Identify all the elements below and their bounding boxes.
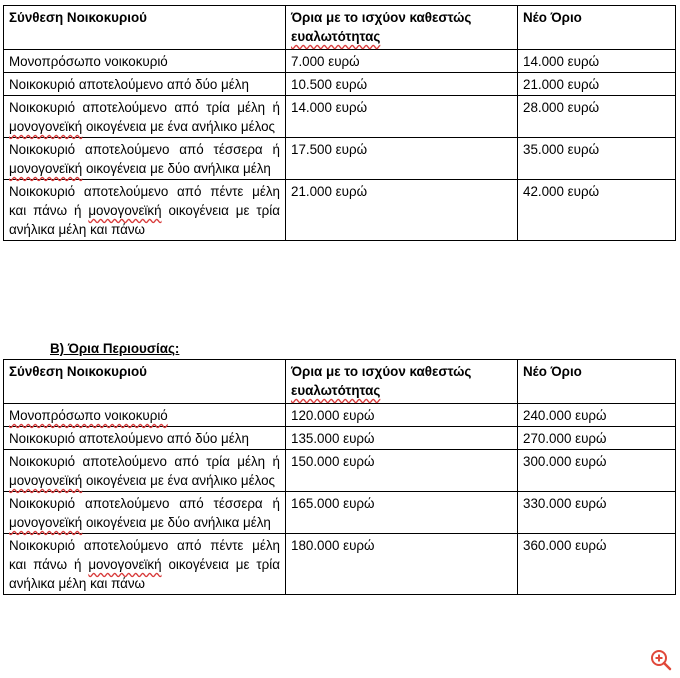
composition-text: Νοικοκυριό αποτελούμενο από πέντε μέλη και πάνω ή	[9, 538, 280, 572]
row-new-limit: 42.000 ευρώ	[518, 180, 676, 241]
composition-text: Νοικοκυριό αποτελούμενο από πέντε μέλη και πάνω ή	[9, 184, 280, 218]
row-new-limit: 240.000 ευρώ	[518, 404, 676, 427]
spellcheck-word: μονογονεϊκή	[9, 161, 83, 176]
table-row	[4, 450, 676, 492]
header-current-limits-underlined: ευαλωτότητας	[291, 29, 381, 44]
row-new-limit: 14.000 ευρώ	[518, 50, 676, 73]
row-new-limit: 300.000 ευρώ	[518, 450, 676, 492]
table-row	[4, 73, 676, 96]
composition-text: Νοικοκυριό αποτελούμενο από τρία μέλη ή	[9, 100, 280, 115]
income-limits-table	[3, 5, 676, 241]
property-limits-table	[3, 359, 676, 595]
row-current-limit: 14.000 ευρώ	[286, 96, 518, 138]
header-new-limit: Νέο Όριο	[518, 6, 676, 50]
composition-text: Νοικοκυριό αποτελούμενο από τέσσερα ή	[9, 496, 280, 511]
row-composition	[4, 138, 286, 180]
row-current-limit: 135.000 ευρώ	[286, 427, 518, 450]
table-row	[4, 96, 676, 138]
table-row	[4, 50, 676, 73]
header-current-limits	[286, 6, 518, 50]
row-composition: Νοικοκυριό αποτελούμενο από δύο μέλη	[4, 73, 286, 96]
row-composition	[4, 96, 286, 138]
section-b-title: Β) Όρια Περιουσίας:	[50, 341, 180, 356]
table-header-row	[4, 360, 676, 404]
composition-text: οικογένεια με δύο ανήλικα μέλη	[85, 161, 271, 176]
header-current-limits-underlined: ευαλωτότητας	[291, 383, 381, 398]
table-row	[4, 138, 676, 180]
composition-text: οικογένεια με ένα ανήλικο μέλος	[85, 119, 275, 134]
table-row	[4, 180, 676, 241]
composition-text: οικογένεια με ένα ανήλικο μέλος	[85, 473, 275, 488]
spellcheck-word: μονογονεϊκή	[88, 203, 162, 218]
spellcheck-word: μονογονεϊκή	[9, 515, 83, 530]
row-current-limit: 10.500 ευρώ	[286, 73, 518, 96]
row-composition	[4, 180, 286, 241]
row-composition	[4, 534, 286, 595]
row-composition	[4, 492, 286, 534]
row-current-limit: 120.000 ευρώ	[286, 404, 518, 427]
zoom-in-icon[interactable]	[650, 649, 672, 671]
header-new-limit: Νέο Όριο	[518, 360, 676, 404]
spellcheck-word: μονογονεϊκή	[9, 119, 83, 134]
row-new-limit: 21.000 ευρώ	[518, 73, 676, 96]
row-new-limit: 330.000 ευρώ	[518, 492, 676, 534]
header-current-limits-text: Όρια με το ισχύον καθεστώς	[291, 10, 472, 25]
composition-text: οικογένεια με τρία ανήλικα μέλη και πάνω	[9, 557, 280, 591]
spellcheck-word: μονογονεϊκή	[88, 557, 162, 572]
row-new-limit: 360.000 ευρώ	[518, 534, 676, 595]
row-current-limit: 150.000 ευρώ	[286, 450, 518, 492]
spellcheck-word: μονογονεϊκή	[9, 473, 83, 488]
composition-text: Νοικοκυριό αποτελούμενο από τέσσερα ή	[9, 142, 280, 157]
table-row	[4, 492, 676, 534]
row-new-limit: 28.000 ευρώ	[518, 96, 676, 138]
composition-text: οικογένεια με δύο ανήλικα μέλη	[85, 515, 271, 530]
table-row	[4, 427, 676, 450]
header-composition: Σύνθεση Νοικοκυριού	[4, 6, 286, 50]
row-composition	[4, 404, 286, 427]
row-composition: Νοικοκυριό αποτελούμενο από δύο μέλη	[4, 427, 286, 450]
header-current-limits	[286, 360, 518, 404]
spellcheck-word: Μονοπρόσωπο νοικοκυριό	[9, 408, 168, 423]
row-current-limit: 21.000 ευρώ	[286, 180, 518, 241]
row-current-limit: 165.000 ευρώ	[286, 492, 518, 534]
table-row	[4, 404, 676, 427]
composition-text: οικογένεια με τρία ανήλικα μέλη και πάνω	[9, 203, 280, 237]
header-composition: Σύνθεση Νοικοκυριού	[4, 360, 286, 404]
row-new-limit: 270.000 ευρώ	[518, 427, 676, 450]
row-current-limit: 180.000 ευρώ	[286, 534, 518, 595]
composition-text: Νοικοκυριό αποτελούμενο από τρία μέλη ή	[9, 454, 280, 469]
row-composition	[4, 450, 286, 492]
row-current-limit: 17.500 ευρώ	[286, 138, 518, 180]
header-current-limits-text: Όρια με το ισχύον καθεστώς	[291, 364, 472, 379]
row-current-limit: 7.000 ευρώ	[286, 50, 518, 73]
row-new-limit: 35.000 ευρώ	[518, 138, 676, 180]
table-row	[4, 534, 676, 595]
row-composition: Μονοπρόσωπο νοικοκυριό	[4, 50, 286, 73]
table-header-row	[4, 6, 676, 50]
